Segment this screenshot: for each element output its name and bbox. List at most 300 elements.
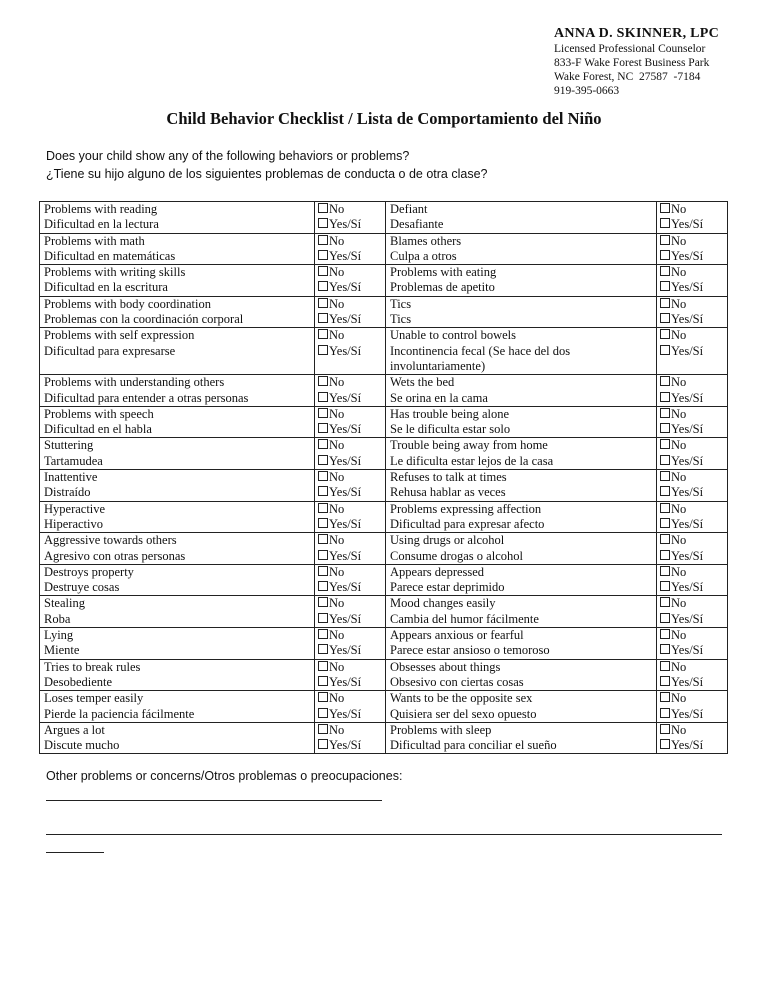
behavior-label-english: Wants to be the opposite sex: [390, 691, 533, 706]
left-behavior-cell: [40, 202, 315, 234]
yes-checkbox-option[interactable]: [660, 643, 723, 658]
checklist-row: [40, 691, 728, 723]
no-checkbox-label: No: [329, 501, 345, 516]
behavior-label-spanish: Distraído: [44, 485, 91, 500]
left-response-cell: [315, 328, 386, 375]
yes-checkbox[interactable]: [318, 281, 328, 291]
no-checkbox-label: No: [671, 296, 687, 311]
yes-checkbox-option[interactable]: [318, 422, 381, 437]
yes-checkbox-label: Yes/Sí: [671, 248, 704, 263]
no-checkbox-option[interactable]: [660, 660, 723, 675]
yes-checkbox-option[interactable]: [318, 517, 381, 532]
right-response-cell: [657, 501, 728, 533]
no-checkbox-option[interactable]: [318, 438, 381, 453]
no-checkbox-label: No: [671, 375, 687, 390]
other-concerns-line-3[interactable]: [46, 852, 104, 853]
no-checkbox[interactable]: [318, 692, 328, 702]
left-response-cell: [315, 406, 386, 438]
no-checkbox-option[interactable]: [318, 265, 381, 280]
right-behavior-cell: [386, 691, 657, 723]
no-checkbox[interactable]: [660, 503, 670, 513]
no-checkbox-label: No: [671, 659, 687, 674]
checklist-row: [40, 596, 728, 628]
yes-checkbox-option[interactable]: [318, 391, 381, 406]
yes-checkbox-option[interactable]: [318, 707, 381, 722]
behavior-label-english: Mood changes easily: [390, 596, 496, 611]
left-behavior-cell: [40, 564, 315, 596]
no-checkbox-option[interactable]: [318, 596, 381, 611]
yes-checkbox-option[interactable]: [660, 485, 723, 500]
behavior-label-english: Argues a lot: [44, 722, 105, 737]
yes-checkbox-label: Yes/Sí: [671, 643, 704, 658]
right-behavior-cell: [386, 470, 657, 502]
yes-checkbox[interactable]: [318, 644, 328, 654]
right-behavior-cell: [386, 501, 657, 533]
left-response-cell: [315, 722, 386, 754]
yes-checkbox-label: Yes/Sí: [329, 548, 362, 563]
yes-checkbox[interactable]: [660, 676, 670, 686]
right-behavior-cell: [386, 722, 657, 754]
no-checkbox-label: No: [329, 628, 345, 643]
behavior-label-english: Problems with speech: [44, 406, 154, 421]
no-checkbox-option[interactable]: [660, 596, 723, 611]
yes-checkbox[interactable]: [660, 644, 670, 654]
no-checkbox-option[interactable]: [660, 691, 723, 706]
checklist-row: [40, 233, 728, 265]
yes-checkbox-label: Yes/Sí: [329, 217, 362, 232]
behavior-label-spanish: Parece estar deprimido: [390, 580, 505, 595]
no-checkbox[interactable]: [660, 235, 670, 245]
no-checkbox-option[interactable]: [318, 297, 381, 312]
practitioner-header: [554, 26, 719, 98]
yes-checkbox[interactable]: [660, 455, 670, 465]
right-behavior-cell: [386, 296, 657, 328]
behavior-label-english: Tries to break rules: [44, 659, 141, 674]
no-checkbox[interactable]: [318, 298, 328, 308]
yes-checkbox[interactable]: [318, 218, 328, 228]
yes-checkbox-label: Yes/Sí: [329, 248, 362, 263]
no-checkbox-label: No: [329, 470, 345, 485]
left-behavior-cell: [40, 328, 315, 375]
no-checkbox[interactable]: [318, 376, 328, 386]
no-checkbox-option[interactable]: [660, 265, 723, 280]
no-checkbox-option[interactable]: [318, 502, 381, 517]
behavior-label-spanish: Desafiante: [390, 217, 444, 232]
yes-checkbox[interactable]: [318, 392, 328, 402]
no-checkbox-option[interactable]: [318, 328, 381, 343]
no-checkbox[interactable]: [660, 329, 670, 339]
yes-checkbox-option[interactable]: [660, 549, 723, 564]
yes-checkbox-label: Yes/Sí: [671, 390, 704, 405]
no-checkbox[interactable]: [660, 724, 670, 734]
no-checkbox[interactable]: [318, 266, 328, 276]
other-concerns-label: Other problems or concerns/Otros problemas o preocupaciones:: [46, 769, 403, 783]
yes-checkbox[interactable]: [660, 708, 670, 718]
yes-checkbox[interactable]: [660, 739, 670, 749]
no-checkbox-option[interactable]: [318, 533, 381, 548]
checklist-row: [40, 501, 728, 533]
yes-checkbox-option[interactable]: [318, 643, 381, 658]
no-checkbox-label: No: [329, 328, 345, 343]
behavior-label-english: Appears anxious or fearful: [390, 628, 524, 643]
checklist-row: [40, 533, 728, 565]
right-behavior-cell: [386, 406, 657, 438]
intro-text: [46, 147, 487, 183]
no-checkbox-option[interactable]: [318, 375, 381, 390]
no-checkbox[interactable]: [660, 471, 670, 481]
no-checkbox[interactable]: [318, 408, 328, 418]
behavior-label-spanish: Tartamudea: [44, 453, 103, 468]
behavior-label-english: Hyperactive: [44, 501, 106, 516]
yes-checkbox-option[interactable]: [660, 675, 723, 690]
no-checkbox[interactable]: [318, 566, 328, 576]
no-checkbox[interactable]: [660, 266, 670, 276]
yes-checkbox-label: Yes/Sí: [671, 280, 704, 295]
yes-checkbox-option[interactable]: [660, 344, 723, 359]
yes-checkbox-label: Yes/Sí: [671, 548, 704, 563]
no-checkbox-option[interactable]: [318, 565, 381, 580]
no-checkbox-label: No: [329, 722, 345, 737]
yes-checkbox[interactable]: [660, 581, 670, 591]
behavior-label-spanish: Obsesivo con ciertas cosas: [390, 674, 524, 689]
no-checkbox[interactable]: [660, 597, 670, 607]
yes-checkbox[interactable]: [660, 313, 670, 323]
yes-checkbox-option[interactable]: [318, 249, 381, 264]
yes-checkbox-label: Yes/Sí: [329, 343, 362, 358]
yes-checkbox-label: Yes/Sí: [329, 485, 362, 500]
other-concerns-line-2[interactable]: [46, 834, 722, 835]
yes-checkbox-label: Yes/Sí: [329, 643, 362, 658]
behavior-label-spanish: Dificultad para entender a otras personas: [44, 390, 249, 405]
checklist-row: [40, 470, 728, 502]
yes-checkbox[interactable]: [318, 313, 328, 323]
left-behavior-cell: [40, 406, 315, 438]
left-response-cell: [315, 596, 386, 628]
yes-checkbox-option[interactable]: [318, 280, 381, 295]
behavior-label-english: Has trouble being alone: [390, 406, 510, 421]
no-checkbox-label: No: [671, 406, 687, 421]
yes-checkbox[interactable]: [318, 550, 328, 560]
yes-checkbox-label: Yes/Sí: [329, 280, 362, 295]
yes-checkbox-option[interactable]: [660, 454, 723, 469]
no-checkbox-option[interactable]: [318, 407, 381, 422]
yes-checkbox-option[interactable]: [318, 454, 381, 469]
yes-checkbox-option[interactable]: [660, 580, 723, 595]
left-behavior-cell: [40, 691, 315, 723]
no-checkbox-option[interactable]: [660, 438, 723, 453]
behavior-label-spanish: Quisiera ser del sexo opuesto: [390, 706, 537, 721]
no-checkbox-label: No: [671, 233, 687, 248]
no-checkbox-option[interactable]: [660, 470, 723, 485]
yes-checkbox[interactable]: [318, 250, 328, 260]
no-checkbox-option[interactable]: [318, 234, 381, 249]
behavior-label-english: Problems with math: [44, 233, 145, 248]
behavior-label-english: Destroys property: [44, 564, 134, 579]
left-behavior-cell: [40, 296, 315, 328]
yes-checkbox-label: Yes/Sí: [671, 674, 704, 689]
checklist-row: [40, 628, 728, 660]
yes-checkbox[interactable]: [660, 392, 670, 402]
no-checkbox[interactable]: [660, 376, 670, 386]
right-response-cell: [657, 406, 728, 438]
left-response-cell: [315, 628, 386, 660]
behavior-label-spanish: Dificultad para expresarse: [44, 343, 176, 358]
right-response-cell: [657, 628, 728, 660]
yes-checkbox[interactable]: [318, 486, 328, 496]
no-checkbox[interactable]: [318, 597, 328, 607]
no-checkbox[interactable]: [318, 534, 328, 544]
left-behavior-cell: [40, 533, 315, 565]
no-checkbox-label: No: [671, 470, 687, 485]
no-checkbox-label: No: [329, 564, 345, 579]
no-checkbox-option[interactable]: [660, 375, 723, 390]
yes-checkbox-option[interactable]: [318, 217, 381, 232]
right-behavior-cell: [386, 233, 657, 265]
left-response-cell: [315, 691, 386, 723]
behavior-label-english: Lying: [44, 628, 74, 643]
practitioner-title: Licensed Professional Counselor: [554, 43, 706, 55]
yes-checkbox-option[interactable]: [318, 312, 381, 327]
no-checkbox-option[interactable]: [660, 565, 723, 580]
no-checkbox-option[interactable]: [318, 470, 381, 485]
no-checkbox[interactable]: [318, 329, 328, 339]
yes-checkbox[interactable]: [318, 518, 328, 528]
behavior-label-spanish: Tics: [390, 312, 412, 327]
behavior-label-spanish: Se le dificulta estar solo: [390, 422, 511, 437]
right-behavior-cell: [386, 438, 657, 470]
yes-checkbox-option[interactable]: [318, 738, 381, 753]
yes-checkbox-label: Yes/Sí: [329, 453, 362, 468]
behavior-label-english: Defiant: [390, 202, 428, 216]
behavior-label-spanish: Desobediente: [44, 674, 113, 689]
phone-number: 919-395-0663: [554, 85, 620, 97]
right-response-cell: [657, 328, 728, 375]
right-behavior-cell: [386, 533, 657, 565]
right-behavior-cell: [386, 375, 657, 407]
no-checkbox[interactable]: [660, 661, 670, 671]
right-response-cell: [657, 296, 728, 328]
right-behavior-cell: [386, 628, 657, 660]
left-response-cell: [315, 265, 386, 297]
no-checkbox[interactable]: [318, 661, 328, 671]
no-checkbox[interactable]: [660, 566, 670, 576]
page-title: Child Behavior Checklist / Lista de Comportamiento del Niño: [166, 109, 602, 128]
yes-checkbox[interactable]: [660, 486, 670, 496]
no-checkbox[interactable]: [318, 471, 328, 481]
left-response-cell: [315, 202, 386, 234]
no-checkbox-option[interactable]: [660, 533, 723, 548]
no-checkbox-label: No: [329, 233, 345, 248]
no-checkbox-option[interactable]: [660, 234, 723, 249]
yes-checkbox[interactable]: [660, 218, 670, 228]
yes-checkbox-option[interactable]: [660, 707, 723, 722]
intro-spanish: ¿Tiene su hijo alguno de los siguientes problemas de conducta o de otra clase?: [46, 167, 488, 181]
yes-checkbox[interactable]: [318, 345, 328, 355]
behavior-label-english: Problems with sleep: [390, 722, 492, 737]
behavior-label-spanish: Incontinencia fecal (Se hace del dos involuntariamente): [390, 343, 571, 373]
no-checkbox-label: No: [329, 406, 345, 421]
checklist-row: [40, 722, 728, 754]
no-checkbox-label: No: [329, 296, 345, 311]
behavior-label-english: Loses temper easily: [44, 691, 144, 706]
right-response-cell: [657, 533, 728, 565]
yes-checkbox[interactable]: [318, 676, 328, 686]
behavior-label-spanish: Dificultad en el habla: [44, 422, 152, 437]
left-behavior-cell: [40, 628, 315, 660]
no-checkbox-label: No: [671, 202, 687, 216]
yes-checkbox-label: Yes/Sí: [329, 312, 362, 327]
no-checkbox-label: No: [329, 375, 345, 390]
no-checkbox[interactable]: [318, 439, 328, 449]
yes-checkbox[interactable]: [318, 708, 328, 718]
no-checkbox[interactable]: [660, 534, 670, 544]
no-checkbox-label: No: [671, 501, 687, 516]
yes-checkbox-option[interactable]: [660, 217, 723, 232]
yes-checkbox-label: Yes/Sí: [329, 422, 362, 437]
no-checkbox-option[interactable]: [660, 723, 723, 738]
other-concerns-line-1[interactable]: [46, 800, 382, 801]
behavior-label-spanish: Parece estar ansioso o temoroso: [390, 643, 550, 658]
no-checkbox[interactable]: [660, 298, 670, 308]
yes-checkbox[interactable]: [318, 739, 328, 749]
behavior-label-english: Problems with body coordination: [44, 296, 211, 311]
yes-checkbox[interactable]: [660, 613, 670, 623]
left-response-cell: [315, 659, 386, 691]
intro-english: Does your child show any of the following behaviors or problems?: [46, 149, 410, 163]
behavior-label-english: Unable to control bowels: [390, 328, 517, 343]
yes-checkbox[interactable]: [660, 518, 670, 528]
no-checkbox-label: No: [329, 265, 345, 280]
no-checkbox[interactable]: [318, 235, 328, 245]
yes-checkbox-label: Yes/Sí: [671, 611, 704, 626]
no-checkbox-option[interactable]: [660, 628, 723, 643]
yes-checkbox-label: Yes/Sí: [671, 738, 704, 753]
behavior-label-english: Trouble being away from home: [390, 438, 548, 453]
no-checkbox-option[interactable]: [660, 297, 723, 312]
no-checkbox-label: No: [329, 438, 345, 453]
no-checkbox[interactable]: [318, 724, 328, 734]
yes-checkbox[interactable]: [660, 345, 670, 355]
yes-checkbox-option[interactable]: [660, 249, 723, 264]
yes-checkbox-option[interactable]: [660, 391, 723, 406]
no-checkbox[interactable]: [660, 408, 670, 418]
no-checkbox[interactable]: [318, 629, 328, 639]
yes-checkbox-label: Yes/Sí: [671, 580, 704, 595]
no-checkbox-label: No: [329, 533, 345, 548]
yes-checkbox-label: Yes/Sí: [671, 485, 704, 500]
no-checkbox-option[interactable]: [660, 502, 723, 517]
yes-checkbox-label: Yes/Sí: [329, 580, 362, 595]
behavior-label-english: Problems with eating: [390, 265, 497, 280]
yes-checkbox-label: Yes/Sí: [329, 706, 362, 721]
yes-checkbox[interactable]: [318, 423, 328, 433]
no-checkbox-option[interactable]: [318, 723, 381, 738]
behavior-label-spanish: Dificultad para conciliar el sueño: [390, 738, 557, 753]
checklist-row: [40, 375, 728, 407]
yes-checkbox[interactable]: [660, 423, 670, 433]
behavior-label-english: Tics: [390, 296, 412, 311]
checklist-row: [40, 328, 728, 375]
right-behavior-cell: [386, 564, 657, 596]
no-checkbox-label: No: [671, 438, 687, 453]
yes-checkbox-option[interactable]: [318, 675, 381, 690]
yes-checkbox-option[interactable]: [660, 422, 723, 437]
no-checkbox-label: No: [671, 722, 687, 737]
yes-checkbox[interactable]: [660, 250, 670, 260]
yes-checkbox-option[interactable]: [660, 280, 723, 295]
yes-checkbox-option[interactable]: [660, 612, 723, 627]
no-checkbox-option[interactable]: [660, 328, 723, 343]
no-checkbox[interactable]: [660, 692, 670, 702]
yes-checkbox-option[interactable]: [318, 549, 381, 564]
left-response-cell: [315, 296, 386, 328]
no-checkbox[interactable]: [318, 203, 328, 213]
yes-checkbox-label: Yes/Sí: [671, 422, 704, 437]
behavior-label-english: Refuses to talk at times: [390, 470, 507, 485]
no-checkbox-label: No: [671, 328, 687, 343]
left-behavior-cell: [40, 501, 315, 533]
right-response-cell: [657, 202, 728, 234]
yes-checkbox-option[interactable]: [318, 612, 381, 627]
yes-checkbox-option[interactable]: [660, 517, 723, 532]
yes-checkbox[interactable]: [660, 550, 670, 560]
yes-checkbox[interactable]: [318, 613, 328, 623]
yes-checkbox-option[interactable]: [318, 344, 381, 359]
yes-checkbox[interactable]: [660, 281, 670, 291]
checklist-row: [40, 564, 728, 596]
checklist-row: [40, 265, 728, 297]
no-checkbox-label: No: [329, 596, 345, 611]
right-response-cell: [657, 438, 728, 470]
left-response-cell: [315, 438, 386, 470]
no-checkbox-option[interactable]: [318, 628, 381, 643]
yes-checkbox[interactable]: [318, 581, 328, 591]
no-checkbox-option[interactable]: [660, 407, 723, 422]
yes-checkbox[interactable]: [318, 455, 328, 465]
no-checkbox[interactable]: [660, 439, 670, 449]
behavior-label-english: Problems expressing affection: [390, 501, 542, 516]
left-response-cell: [315, 533, 386, 565]
right-response-cell: [657, 375, 728, 407]
behavior-label-spanish: Rehusa hablar as veces: [390, 485, 506, 500]
yes-checkbox-option[interactable]: [660, 738, 723, 753]
no-checkbox[interactable]: [660, 203, 670, 213]
behavior-label-spanish: Discute mucho: [44, 738, 120, 753]
no-checkbox[interactable]: [660, 629, 670, 639]
yes-checkbox-option[interactable]: [318, 485, 381, 500]
no-checkbox-option[interactable]: [660, 202, 723, 217]
no-checkbox-label: No: [671, 691, 687, 706]
left-behavior-cell: [40, 722, 315, 754]
address-line-1: 833-F Wake Forest Business Park: [554, 57, 710, 69]
behavior-label-spanish: Roba: [44, 611, 71, 626]
no-checkbox-label: No: [329, 659, 345, 674]
behavior-label-english: Problems with reading: [44, 202, 158, 216]
right-response-cell: [657, 265, 728, 297]
yes-checkbox-option[interactable]: [318, 580, 381, 595]
yes-checkbox-option[interactable]: [660, 312, 723, 327]
behavior-label-english: Inattentive: [44, 470, 98, 485]
no-checkbox-option[interactable]: [318, 691, 381, 706]
behavior-label-english: Problems with self expression: [44, 328, 195, 343]
right-response-cell: [657, 691, 728, 723]
no-checkbox-option[interactable]: [318, 660, 381, 675]
no-checkbox-option[interactable]: [318, 202, 381, 217]
right-behavior-cell: [386, 596, 657, 628]
checklist-row: [40, 296, 728, 328]
yes-checkbox-label: Yes/Sí: [329, 390, 362, 405]
no-checkbox[interactable]: [318, 503, 328, 513]
